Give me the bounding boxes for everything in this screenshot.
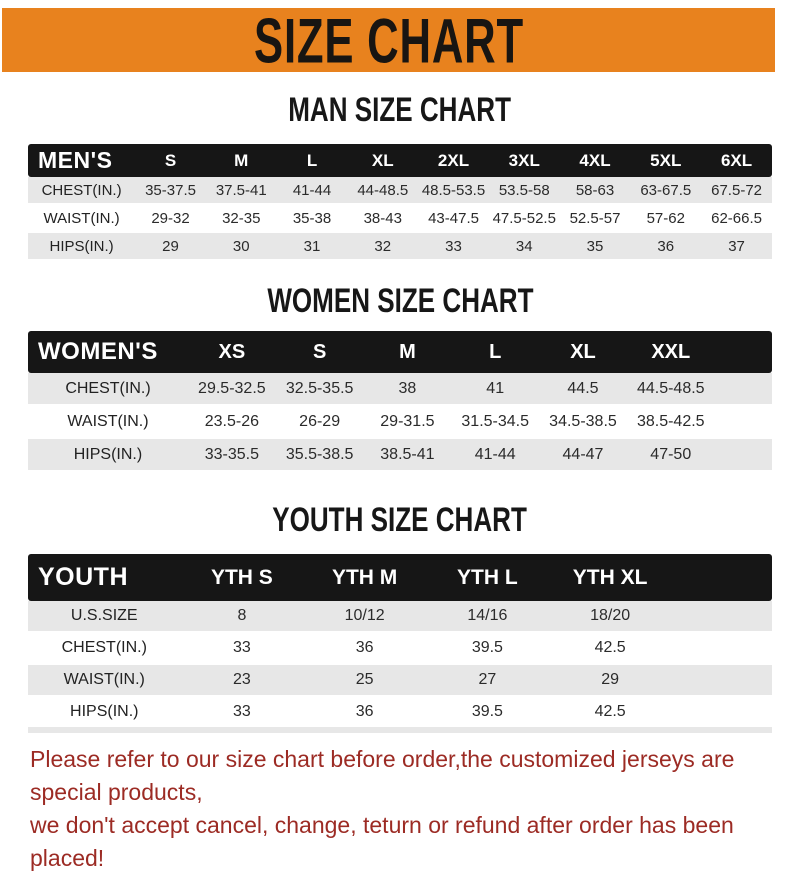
- size-cell: 48.5-53.5: [418, 177, 489, 204]
- size-cell: 53.5-58: [489, 177, 560, 204]
- size-cell: 10/12: [303, 601, 426, 632]
- size-column-header: YTH L: [426, 554, 549, 601]
- row-label: WAIST(IN.): [28, 405, 188, 438]
- table-row: [28, 405, 772, 438]
- size-cell: 35-37.5: [135, 177, 206, 204]
- size-cell: 32: [347, 232, 418, 260]
- women-section-heading: WOMEN SIZE CHART: [266, 281, 534, 320]
- size-cell: 57-62: [630, 204, 701, 232]
- group-label: YOUTH: [28, 554, 181, 601]
- size-cell: 35-38: [277, 204, 348, 232]
- size-column-header: YTH XL: [549, 554, 672, 601]
- size-column-header: M: [206, 144, 277, 177]
- size-cell: 29-32: [135, 204, 206, 232]
- size-cell: 34: [489, 232, 560, 260]
- table-row: [28, 664, 772, 696]
- size-cell: 44.5-48.5: [627, 373, 715, 405]
- size-cell: 32.5-35.5: [276, 373, 364, 405]
- size-column-header: 6XL: [701, 144, 772, 177]
- size-cell: 39.5: [426, 632, 549, 664]
- size-cell: 36: [303, 696, 426, 730]
- size-cell: 52.5-57: [560, 204, 631, 232]
- size-cell: 38: [364, 373, 452, 405]
- size-header-row: [28, 144, 772, 177]
- row-label: HIPS(IN.): [28, 438, 188, 471]
- size-cell: 33: [181, 632, 304, 664]
- size-cell: 23: [181, 664, 304, 696]
- size-cell: 41-44: [277, 177, 348, 204]
- size-cell: 31.5-34.5: [451, 405, 539, 438]
- size-column-header: M: [364, 331, 452, 373]
- table-row: [28, 373, 772, 405]
- size-cell: 33: [418, 232, 489, 260]
- size-cell: 58-63: [560, 177, 631, 204]
- cell-filler: [715, 373, 772, 405]
- size-cell: 44.5: [539, 373, 627, 405]
- size-column-header: S: [276, 331, 364, 373]
- header-filler: [715, 331, 772, 373]
- size-cell: 38.5-41: [364, 438, 452, 471]
- row-label: CHEST(IN.): [28, 632, 181, 664]
- size-cell: 26-29: [276, 405, 364, 438]
- row-label: HIPS(IN.): [28, 232, 135, 260]
- size-cell: 42.5: [549, 696, 672, 730]
- row-label: U.S.SIZE: [28, 601, 181, 632]
- size-cell: 63-67.5: [630, 177, 701, 204]
- size-cell: 44-48.5: [347, 177, 418, 204]
- size-column-header: XL: [539, 331, 627, 373]
- size-cell: 32-35: [206, 204, 277, 232]
- size-column-header: L: [451, 331, 539, 373]
- table-row: [28, 204, 772, 232]
- size-cell: 44-47: [539, 438, 627, 471]
- order-notice-line1: Please refer to our size chart before order,the customized jerseys are special products,: [30, 746, 735, 805]
- cell-filler: [672, 601, 772, 632]
- size-header-row: [28, 331, 772, 373]
- order-notice-line2: we don't accept cancel, change, teturn or refund after order has been placed!: [30, 812, 734, 871]
- table-row: [28, 601, 772, 632]
- size-cell: 18/20: [549, 601, 672, 632]
- size-cell: 43-47.5: [418, 204, 489, 232]
- size-cell: 29-31.5: [364, 405, 452, 438]
- size-column-header: 2XL: [418, 144, 489, 177]
- cell-filler: [672, 696, 772, 730]
- size-cell: 36: [630, 232, 701, 260]
- table-row: [28, 632, 772, 664]
- size-chart-banner: [2, 4, 775, 76]
- size-column-header: XXL: [627, 331, 715, 373]
- size-cell: 35.5-38.5: [276, 438, 364, 471]
- page-title: SIZE CHART: [253, 4, 524, 76]
- row-label: WAIST(IN.): [28, 664, 181, 696]
- size-cell: 33: [181, 696, 304, 730]
- row-label: CHEST(IN.): [28, 177, 135, 204]
- size-cell: 14/16: [426, 601, 549, 632]
- youth-section-heading: YOUTH SIZE CHART: [272, 500, 528, 539]
- row-label: CHEST(IN.): [28, 373, 188, 405]
- header-filler: [672, 554, 772, 601]
- order-notice: [0, 743, 800, 875]
- size-column-header: XS: [188, 331, 276, 373]
- size-cell: 47.5-52.5: [489, 204, 560, 232]
- size-cell: 23.5-26: [188, 405, 276, 438]
- size-cell: 27: [426, 664, 549, 696]
- man-size-table: [28, 144, 772, 261]
- size-cell: 62-66.5: [701, 204, 772, 232]
- size-column-header: L: [277, 144, 348, 177]
- size-column-header: 5XL: [630, 144, 701, 177]
- size-column-header: 3XL: [489, 144, 560, 177]
- row-label: WAIST(IN.): [28, 204, 135, 232]
- size-cell: 25: [303, 664, 426, 696]
- size-cell: 30: [206, 232, 277, 260]
- size-cell: 34.5-38.5: [539, 405, 627, 438]
- size-cell: 38.5-42.5: [627, 405, 715, 438]
- size-column-header: YTH S: [181, 554, 304, 601]
- size-cell: 29: [135, 232, 206, 260]
- size-cell: 41: [451, 373, 539, 405]
- size-cell: 8: [181, 601, 304, 632]
- table-row: [28, 232, 772, 260]
- size-cell: 35: [560, 232, 631, 260]
- size-cell: 42.5: [549, 632, 672, 664]
- size-cell: 38-43: [347, 204, 418, 232]
- size-column-header: 4XL: [560, 144, 631, 177]
- size-cell: 37: [701, 232, 772, 260]
- youth-size-table: [28, 554, 772, 733]
- man-section-heading: MAN SIZE CHART: [288, 90, 512, 129]
- size-cell: 31: [277, 232, 348, 260]
- row-label: HIPS(IN.): [28, 696, 181, 730]
- size-header-row: [28, 554, 772, 601]
- size-cell: 36: [303, 632, 426, 664]
- cell-filler: [672, 664, 772, 696]
- size-cell: 41-44: [451, 438, 539, 471]
- size-cell: 39.5: [426, 696, 549, 730]
- cell-filler: [715, 438, 772, 471]
- size-cell: 67.5-72: [701, 177, 772, 204]
- size-column-header: XL: [347, 144, 418, 177]
- cell-filler: [672, 632, 772, 664]
- cell-filler: [715, 405, 772, 438]
- women-size-table: [28, 331, 772, 472]
- group-label: MEN'S: [28, 144, 135, 177]
- table-row: [28, 438, 772, 471]
- table-row: [28, 696, 772, 730]
- size-column-header: YTH M: [303, 554, 426, 601]
- size-column-header: S: [135, 144, 206, 177]
- size-cell: 29: [549, 664, 672, 696]
- size-cell: 47-50: [627, 438, 715, 471]
- size-cell: 37.5-41: [206, 177, 277, 204]
- table-row: [28, 177, 772, 204]
- group-label: WOMEN'S: [28, 331, 188, 373]
- size-cell: 29.5-32.5: [188, 373, 276, 405]
- size-cell: 33-35.5: [188, 438, 276, 471]
